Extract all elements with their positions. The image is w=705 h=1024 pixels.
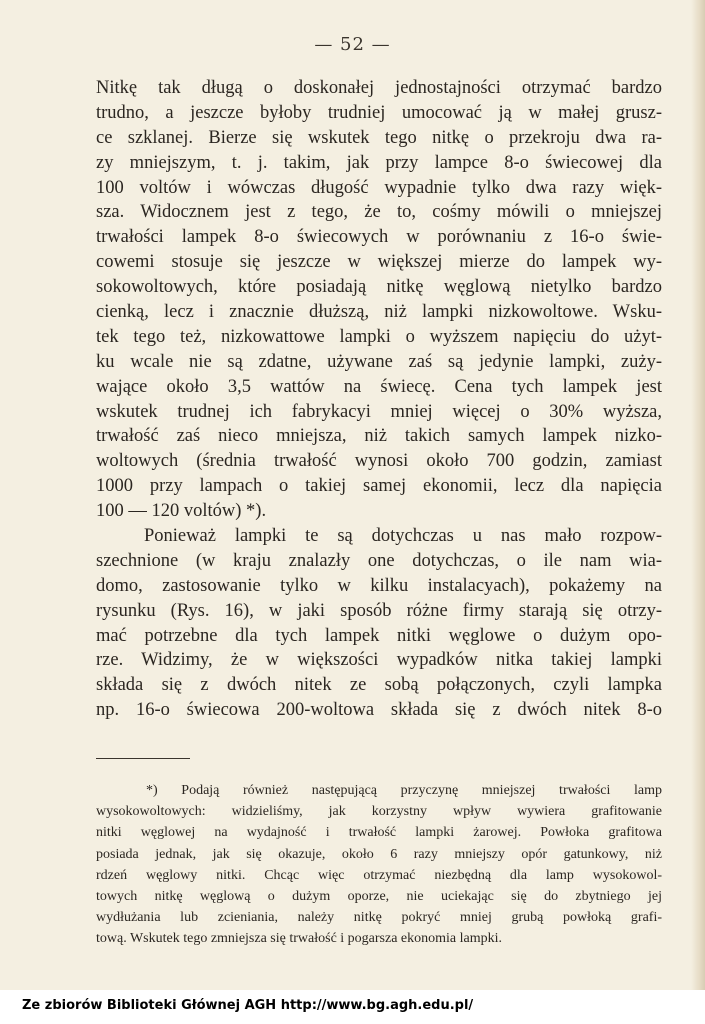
body-line: ce szklanej. Bierze się wskutek tego nitkę o przekroju dwa ra- [96,127,662,148]
body-line: wskutek trudnej ich fabrykacyi mniej więcej o 30% wyższa, [96,401,662,422]
body-line: woltowych (średnia trwałość wynosi około 700 godzin, zamiast [96,451,662,472]
body-line: cowemi stosuje się jeszcze w większej mierze do lampek wy- [96,252,662,273]
footer-bar [0,990,705,1024]
body-line: mać potrzebne dla tych lampek nitki węglowe o dużym opo- [96,625,662,646]
footnote-line: wydłużania lub zcieniania, należy nitkę pokryć mniej grubą powłoką grafi- [96,910,662,926]
body-line: 100 — 120 voltów) *). [96,501,267,522]
body-line: 1000 przy lampach o takiej samej ekonomii, lecz dla napięcia [96,476,662,497]
footnote-line: tową. Wskutek tego zmniejsza się trwałość i pogarsza ekonomia lampki. [96,931,503,947]
body-line: 100 voltów i wówczas długość wypadnie tylko dwa razy więk- [96,177,662,198]
body-line: domo, zastosowanie tylko w kilku instalacyach), pokażemy na [96,575,662,596]
body-line: ku wcale nie są zdatne, używane zaś są jedynie lampki, zuży- [96,351,662,372]
body-line: Nitkę tak długą o doskonałej jednostajności otrzymać bardzo [96,78,662,98]
body-line: rze. Widzimy, że w większości wypadków nitka takiej lampki [96,650,662,671]
body-line: cienką, lecz i znacznie dłuższą, niż lampki nizkowoltowe. Wsku- [96,302,662,323]
body-line: trwałości lampek 8-o świecowych w porównaniu z 16-o świe- [96,227,662,248]
footnote-line: towych nitkę węglową o dużym oporze, nie uciekając się do zbytniego jej [96,888,662,904]
body-line: tek tego też, nizkowattowe lampki o wyższem napięciu do użyt- [96,326,662,347]
body-line: np. 16-o świecowa 200-woltowa składa się z dwóch nitek 8-o [96,700,662,721]
footnote [96,780,662,950]
footnote-line: posiada jednak, jak się okazuje, około 6 razy mniejszy opór gatunkowy, niż [96,846,662,862]
body-line: szechnione (w kraju znalazły one dotychczas, o ile nam wia- [96,550,662,571]
footnote-line: *) Podają również następującą przyczynę mniejszej trwałości lamp [146,783,662,798]
footnote-line: wysokowoltowych: widzieliśmy, jak korzystny wpływ wywiera grafitowanie [96,804,662,820]
body-line: trwałość zaś nieco mniejsza, niż takich samych lampek nizko- [96,426,662,447]
library-credit: Ze zbiorów Biblioteki Głównej AGH http://www.bg.agh.edu.pl/ [22,998,474,1013]
body-line: wające około 3,5 wattów na świecę. Cena tych lampek jest [96,376,662,397]
body-line: Ponieważ lampki te są dotychczas u nas mało rozpow- [144,526,662,547]
body-line: sokowoltowych, które posiadają nitkę węglową nietylko bardzo [96,277,662,298]
body-line: rysunku (Rys. 16), w jaki sposób różne firmy starają się otrzy- [96,600,662,621]
body-line: trudno, a jeszcze byłoby trudniej umocować ją w małej grusz- [96,102,662,123]
footnote-line: rdzeń węglowy nitki. Chcąc więc otrzymać niezbędną dla lamp wysokowol- [96,867,662,883]
body-line: składa się z dwóch nitek ze sobą połączonych, czyli lampka [96,675,662,696]
footnote-line: nitki węglowej na wydajność i trwałość lampki żarowej. Powłoka grafitowa [96,825,662,841]
body-line: zy mniejszym, t. j. takim, jak przy lampce 8-o świecowej dla [96,152,662,173]
footnote-divider [96,758,190,759]
body-line: sza. Widocznem jest z tego, że to, cośmy mówili o mniejszej [96,202,662,223]
body-text [96,76,662,723]
page-edge-shadow [691,0,705,1024]
page-number: — 52 — [314,34,391,55]
